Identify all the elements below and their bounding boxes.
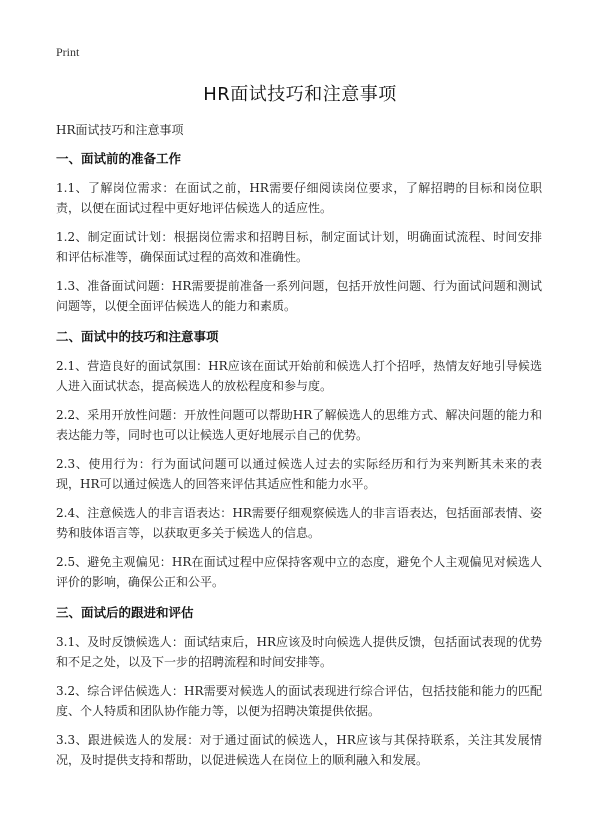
- paragraph: 2.3、使用行为：行为面试问题可以通过候选人过去的实际经历和行为来判断其未来的表现，HR可以通过候选人的回答来评估其适应性和能力水平。: [56, 457, 542, 491]
- paragraph: 2.5、避免主观偏见：HR在面试过程中应保持客观中立的态度，避免个人主观偏见对候选人评价的影响，确保公正和公平。: [56, 555, 542, 589]
- paragraph: 1.2、制定面试计划：根据岗位需求和招聘目标，制定面试计划，明确面试流程、时间安排和评估标准等，确保面试过程的高效和准确性。: [56, 230, 542, 264]
- paragraph: 1.1、了解岗位需求：在面试之前，HR需要仔细阅读岗位要求，了解招聘的目标和岗位职责，以便在面试过程中更好地评估候选人的适应性。: [56, 181, 542, 215]
- paragraph: 2.4、注意候选人的非言语表达：HR需要仔细观察候选人的非言语表达，包括面部表情、姿势和肢体语言等，以获取更多关于候选人的信息。: [56, 506, 542, 540]
- document-title: HR面试技巧和注意事项: [203, 84, 397, 105]
- section-heading: 一、面试前的准备工作: [56, 151, 182, 166]
- document-body: [56, 150, 542, 779]
- paragraph: 3.3、跟进候选人的发展：对于通过面试的候选人，HR应该与其保持联系，关注其发展情况，及时提供支持和帮助，以促进候选人在岗位上的顺利融入和发展。: [56, 733, 542, 767]
- document-subtitle: HR面试技巧和注意事项: [56, 123, 184, 137]
- section-heading: 三、面试后的跟进和评估: [56, 605, 194, 620]
- print-label[interactable]: Print: [56, 45, 80, 59]
- section-heading: 二、面试中的技巧和注意事项: [56, 329, 219, 344]
- paragraph: 2.1、营造良好的面试氛围：HR应该在面试开始前和候选人打个招呼，热情友好地引导候选人进入面试状态，提高候选人的放松程度和参与度。: [56, 359, 542, 393]
- paragraph: 2.2、采用开放性问题：开放性问题可以帮助HR了解候选人的思维方式、解决问题的能力和表达能力等，同时也可以让候选人更好地展示自己的优势。: [56, 408, 542, 442]
- paragraph: 3.2、综合评估候选人：HR需要对候选人的面试表现进行综合评估，包括技能和能力的匹配度、个人特质和团队协作能力等，以便为招聘决策提供依据。: [56, 684, 542, 718]
- paragraph: 3.1、及时反馈候选人：面试结束后，HR应该及时向候选人提供反馈，包括面试表现的优势和不足之处，以及下一步的招聘流程和时间安排等。: [56, 635, 542, 669]
- paragraph: 1.3、准备面试问题：HR需要提前准备一系列问题，包括开放性问题、行为面试问题和测试问题等，以便全面评估候选人的能力和素质。: [56, 279, 542, 313]
